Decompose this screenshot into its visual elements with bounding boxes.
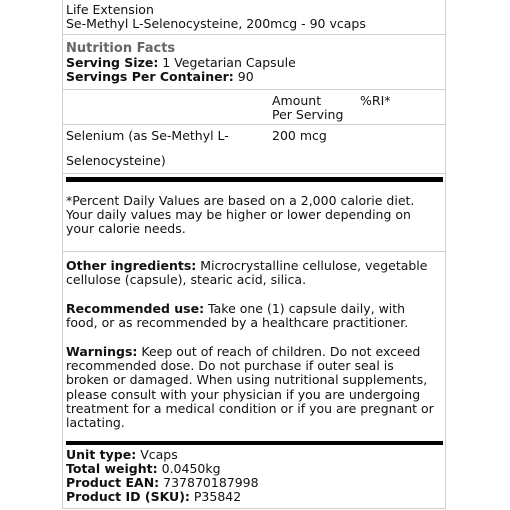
warnings bbox=[66, 345, 438, 430]
recommended-use bbox=[66, 302, 438, 330]
warnings-label: Warnings: bbox=[66, 344, 138, 359]
divider bbox=[63, 34, 445, 35]
product-sku-value: P35842 bbox=[189, 489, 242, 504]
nutrient-amount: 200 mcg bbox=[272, 128, 327, 143]
total-weight-value: 0.0450kg bbox=[157, 461, 221, 476]
other-ingredients-label: Other ingredients: bbox=[66, 258, 197, 273]
serving-size-value: 1 Vegetarian Capsule bbox=[158, 55, 296, 70]
product-ean-value: 737870187998 bbox=[159, 475, 259, 490]
brand-name: Life Extension bbox=[66, 2, 154, 17]
total-weight bbox=[66, 462, 221, 476]
supplement-label bbox=[62, 0, 446, 509]
thick-rule bbox=[66, 441, 443, 445]
column-header-per-serving: Per Serving bbox=[272, 107, 344, 122]
nutrient-name: Selenium (as Se-Methyl L- bbox=[66, 128, 229, 143]
divider bbox=[63, 173, 445, 174]
divider bbox=[63, 89, 445, 90]
column-header-amount: Amount bbox=[272, 93, 322, 108]
unit-type-label: Unit type: bbox=[66, 447, 137, 462]
warnings-text: Keep out of reach of children. Do not exceed recommended dose. Do not purchase if outer seal is broken or damaged. When using nutritional supplements, please consult with your physician if you are undergoing treatment for a medical condition or if you are pregnant or lactating. bbox=[66, 344, 434, 431]
product-name: Se-Methyl L-Selenocysteine, 200mcg - 90 vcaps bbox=[66, 16, 366, 31]
other-ingredients bbox=[66, 259, 438, 287]
daily-value-footnote: *Percent Daily Values are based on a 2,000 calorie diet. Your daily values may be higher or lower depending on your calorie needs. bbox=[66, 193, 415, 237]
thick-rule bbox=[66, 177, 443, 182]
recommended-use-text: Take one (1) capsule daily, with food, or as recommended by a healthcare practitioner. bbox=[66, 301, 409, 331]
servings-per-container bbox=[66, 70, 254, 84]
servings-label: Servings Per Container: bbox=[66, 69, 234, 84]
divider bbox=[63, 251, 445, 252]
unit-type-value: Vcaps bbox=[136, 447, 178, 462]
product-ean bbox=[66, 476, 259, 490]
divider bbox=[63, 124, 445, 125]
nutrient-name-cont: Selenocysteine) bbox=[66, 153, 166, 168]
column-header-ri: %RI* bbox=[360, 93, 391, 108]
other-ingredients-text: Microcrystalline cellulose, vegetable cellulose (capsule), stearic acid, silica. bbox=[66, 258, 428, 288]
product-sku bbox=[66, 490, 241, 504]
unit-type bbox=[66, 448, 178, 462]
servings-value: 90 bbox=[233, 69, 254, 84]
product-sku-label: Product ID (SKU): bbox=[66, 489, 190, 504]
total-weight-label: Total weight: bbox=[66, 461, 158, 476]
product-ean-label: Product EAN: bbox=[66, 475, 160, 490]
serving-size-label: Serving Size: bbox=[66, 55, 159, 70]
recommended-use-label: Recommended use: bbox=[66, 301, 205, 316]
nutrition-facts-heading: Nutrition Facts bbox=[66, 41, 176, 56]
serving-size bbox=[66, 56, 296, 70]
